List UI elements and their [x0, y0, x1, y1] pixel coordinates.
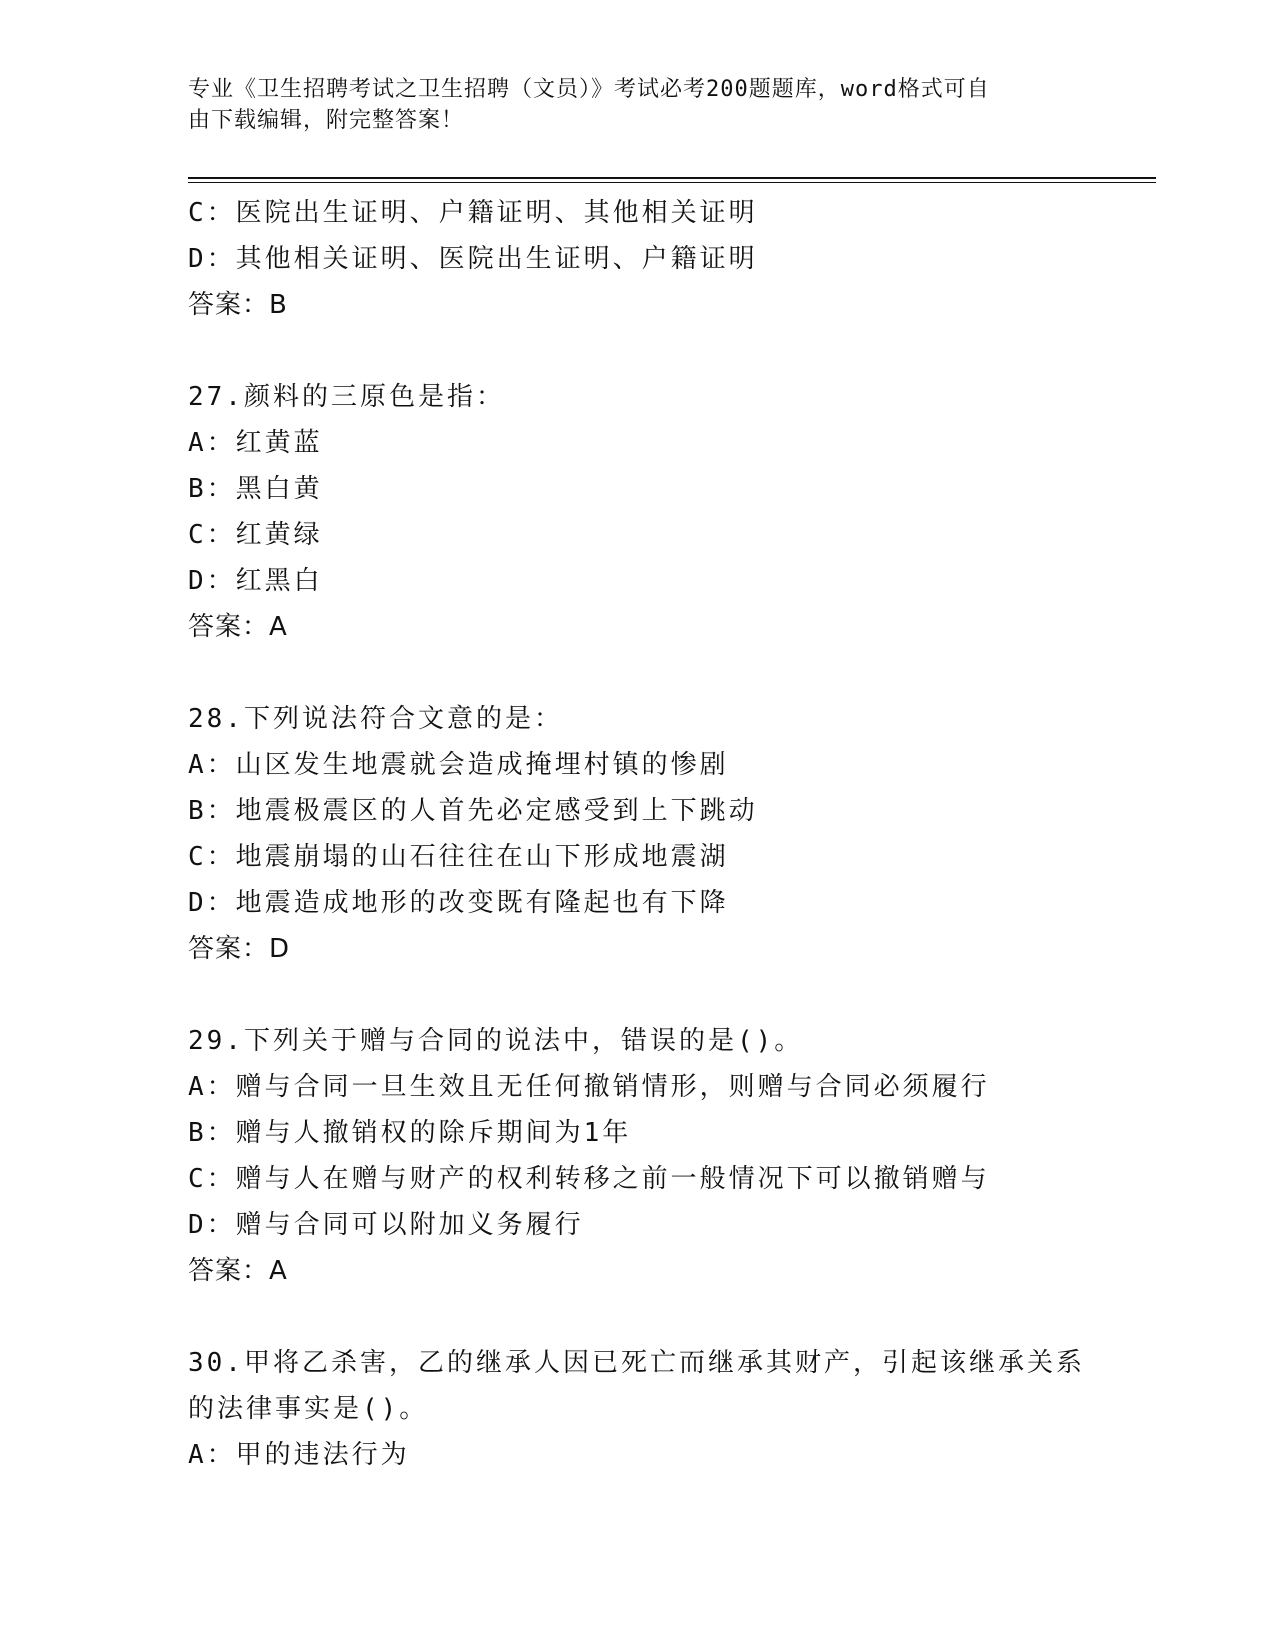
option-c: C：地震崩塌的山石往往在山下形成地震湖 [188, 842, 729, 872]
question-30 [188, 1340, 1148, 1478]
question-text-line-1: 30.甲将乙杀害，乙的继承人因已死亡而继承其财产，引起该继承关系 [188, 1348, 1085, 1378]
question-28 [188, 696, 1148, 972]
header-title-line-2: 由下载编辑，附完整答案！ [188, 108, 465, 133]
spacer [188, 328, 1148, 374]
option-d: D：地震造成地形的改变既有隆起也有下降 [188, 888, 729, 918]
option-a: A：红黄蓝 [188, 428, 323, 458]
question-text: 28.下列说法符合文意的是： [188, 704, 563, 734]
option-b: B：黑白黄 [188, 474, 323, 504]
question-27 [188, 374, 1148, 650]
option-b: B：赠与人撤销权的除斥期间为1年 [188, 1118, 632, 1148]
header-divider-thick [188, 177, 1156, 179]
option-b: B：地震极震区的人首先必定感受到上下跳动 [188, 796, 758, 826]
option-c: C：医院出生证明、户籍证明、其他相关证明 [188, 198, 758, 228]
question-29 [188, 1018, 1148, 1294]
option-a: A：山区发生地震就会造成掩埋村镇的惨剧 [188, 750, 729, 780]
option-d: D：赠与合同可以附加义务履行 [188, 1210, 584, 1240]
spacer [188, 1294, 1148, 1340]
option-c: C：红黄绿 [188, 520, 323, 550]
answer-line: 答案：A [188, 1256, 288, 1286]
option-a: A：甲的违法行为 [188, 1440, 410, 1470]
answer-line: 答案：A [188, 612, 288, 642]
answer-line: 答案：B [188, 290, 288, 320]
spacer [188, 650, 1148, 696]
option-c: C：赠与人在赠与财产的权利转移之前一般情况下可以撤销赠与 [188, 1164, 990, 1194]
document-header [188, 74, 1088, 136]
question-text: 27.颜料的三原色是指： [188, 382, 505, 412]
option-d: D：其他相关证明、医院出生证明、户籍证明 [188, 244, 758, 274]
option-d: D：红黑白 [188, 566, 323, 596]
question-26-continued [188, 190, 1148, 328]
spacer [188, 972, 1148, 1018]
header-divider-thin [188, 182, 1156, 183]
answer-line: 答案：D [188, 934, 291, 964]
question-list [188, 190, 1148, 1478]
question-text: 29.下列关于赠与合同的说法中，错误的是()。 [188, 1026, 804, 1056]
question-text-line-2: 的法律事实是()。 [188, 1394, 429, 1424]
header-title-line-1: 专业《卫生招聘考试之卫生招聘（文员）》考试必考200题题库，word格式可自 [188, 77, 990, 102]
option-a: A：赠与合同一旦生效且无任何撤销情形，则赠与合同必须履行 [188, 1072, 990, 1102]
